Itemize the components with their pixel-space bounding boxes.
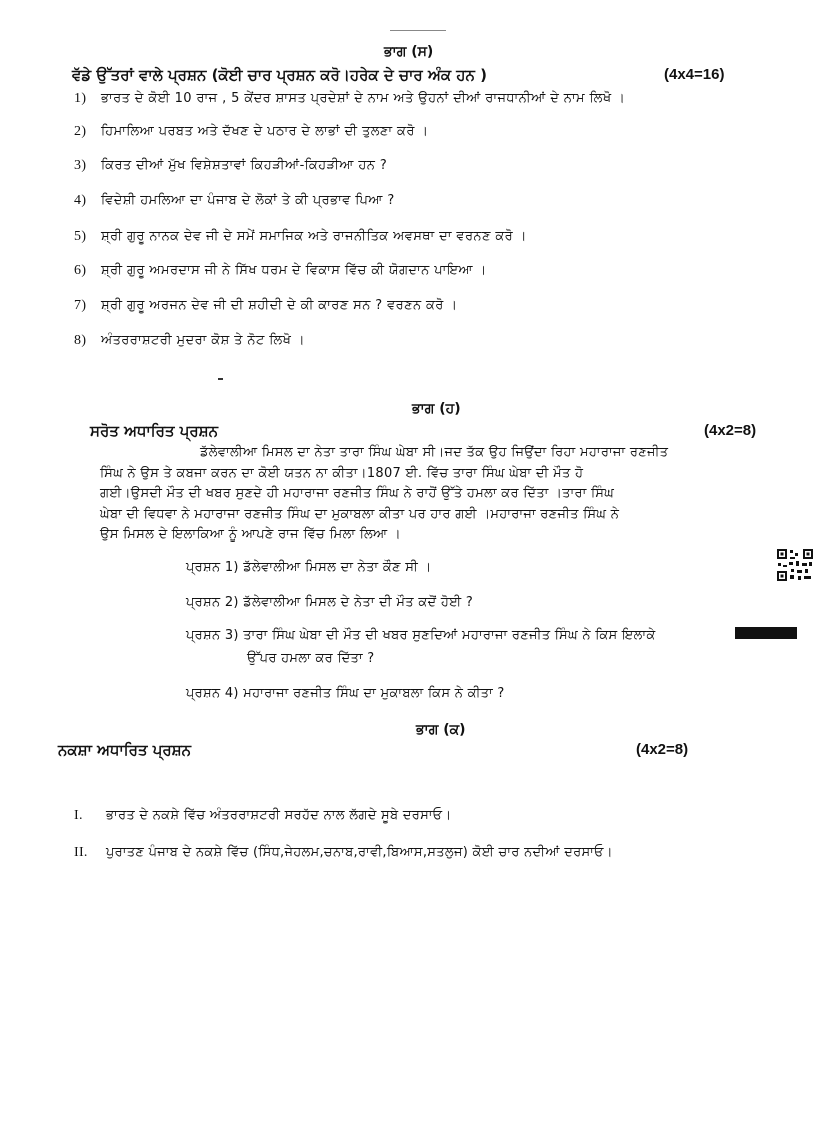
section-c-marks: (4x4=16) <box>664 66 725 83</box>
question-item: 5) ਸ਼੍ਰੀ ਗੁਰੂ ਨਾਨਕ ਦੇਵ ਜੀ ਦੇ ਸਮੇਂ ਸਮਾਜਿਕ ਅਤੇ ਰਾਜਨੀਤਿਕ ਅਵਸਥਾ ਦਾ ਵਰਨਣ ਕਰੋ । <box>74 229 527 244</box>
question-item: 1) ਭਾਰਤ ਦੇ ਕੋਈ 10 ਰਾਜ , 5 ਕੇਂਦਰ ਸ਼ਾਸਤ ਪ੍ਰਦੇਸ਼ਾਂ ਦੇ ਨਾਮ ਅਤੇ ਉਹਨਾਂ ਦੀਆਂ ਰਾਜਧਾਨੀਆਂ ਦੇ ਨਾਮ ਲਿਖੋ । <box>74 91 626 106</box>
section-d-title: ਭਾਗ (ਹ) <box>412 401 461 417</box>
stray-mark <box>218 378 223 380</box>
passage-line: ਡੱਲੇਵਾਲੀਆ ਮਿਸਲ ਦਾ ਨੇਤਾ ਤਾਰਾ ਸਿੰਘ ਘੇਬਾ ਸੀ।ਜਦ ਤੱਕ ਉਹ ਜਿਉਂਦਾ ਰਿਹਾ ਮਹਾਰਾਜਾ ਰਣਜੀਤ <box>200 445 669 460</box>
qr-code-icon <box>776 548 814 582</box>
question-item: 6) ਸ਼੍ਰੀ ਗੁਰੂ ਅਮਰਦਾਸ ਜੀ ਨੇ ਸਿੱਖ ਧਰਮ ਦੇ ਵਿਕਾਸ ਵਿੱਚ ਕੀ ਯੋਗਦਾਨ ਪਾਇਆ । <box>74 263 487 278</box>
section-d-heading: ਸਰੋਤ ਅਧਾਰਿਤ ਪ੍ਰਸ਼ਨ <box>90 422 219 440</box>
source-question: ਪ੍ਰਸ਼ਨ 1) ਡੱਲੇਵਾਲੀਆ ਮਿਸਲ ਦਾ ਨੇਤਾ ਕੌਣ ਸੀ । <box>186 560 432 575</box>
passage-line: ਗਈ।ਉਸਦੀ ਮੌਤ ਦੀ ਖਬਰ ਸੁਣਦੇ ਹੀ ਮਹਾਰਾਜਾ ਰਣਜੀਤ ਸਿੰਘ ਨੇ ਰਾਹੋਂ ਉੱਤੇ ਹਮਲਾ ਕਰ ਦਿੱਤਾ ।ਤਾਰਾ ਸਿੰਘ <box>100 486 615 502</box>
section-c-heading: ਵੱਡੇ ਉੱਤਰਾਂ ਵਾਲੇ ਪ੍ਰਸ਼ਨ (ਕੋਈ ਚਾਰ ਪ੍ਰਸ਼ਨ ਕਰੋ।ਹਰੇਕ ਦੇ ਚਾਰ ਅੰਕ ਹਨ ) <box>72 66 487 84</box>
question-item: 8) ਅੰਤਰਰਾਸ਼ਟਰੀ ਮੁਦਰਾ ਕੋਸ਼ ਤੇ ਨੋਟ ਲਿਖੋ । <box>74 333 305 348</box>
source-question-continued: ਉੱਪਰ ਹਮਲਾ ਕਰ ਦਿੱਤਾ ? <box>247 651 375 666</box>
question-item: 3) ਕਿਰਤ ਦੀਆਂ ਮੁੱਖ ਵਿਸ਼ੇਸ਼ਤਾਵਾਂ ਕਿਹੜੀਆਂ-ਕਿਹੜੀਆ ਹਨ ? <box>74 158 388 173</box>
map-question-item: I. ਭਾਰਤ ਦੇ ਨਕਸ਼ੇ ਵਿੱਚ ਅੰਤਰਰਾਸ਼ਟਰੀ ਸਰਹੱਦ ਨਾਲ ਲੱਗਦੇ ਸੂਬੇ ਦਰਸਾਓ। <box>74 808 452 823</box>
redaction-bar <box>735 627 797 639</box>
source-question: ਪ੍ਰਸ਼ਨ 4) ਮਹਾਰਾਜਾ ਰਣਜੀਤ ਸਿੰਘ ਦਾ ਮੁਕਾਬਲਾ ਕਿਸ ਨੇ ਕੀਤਾ ? <box>186 686 505 701</box>
source-passage <box>100 443 772 546</box>
question-item: 4) ਵਿਦੇਸ਼ੀ ਹਮਲਿਆ ਦਾ ਪੰਜਾਬ ਦੇ ਲੋਕਾਂ ਤੇ ਕੀ ਪ੍ਰਭਾਵ ਪਿਆ ? <box>74 193 395 208</box>
top-rule <box>390 30 446 31</box>
passage-line: ਉਸ ਮਿਸਲ ਦੇ ਇਲਾਕਿਆ ਨੂੰ ਆਪਣੇ ਰਾਜ ਵਿੱਚ ਮਿਲਾ ਲਿਆ । <box>100 527 401 543</box>
passage-line: ਸਿੰਘ ਨੇ ਉਸ ਤੇ ਕਬਜਾ ਕਰਨ ਦਾ ਕੋਈ ਯਤਨ ਨਾ ਕੀਤਾ।1807 ਈ. ਵਿੱਚ ਤਾਰਾ ਸਿੰਘ ਘੇਬਾ ਦੀ ਮੌਤ ਹੋ <box>100 465 584 481</box>
passage-line: ਘੇਬਾ ਦੀ ਵਿਧਵਾ ਨੇ ਮਹਾਰਾਜਾ ਰਣਜੀਤ ਸਿੰਘ ਦਾ ਮੁਕਾਬਲਾ ਕੀਤਾ ਪਰ ਹਾਰ ਗਈ ।ਮਹਾਰਾਜਾ ਰਣਜੀਤ ਸਿੰਘ ਨੇ <box>100 506 620 522</box>
section-e-marks: (4x2=8) <box>636 741 689 758</box>
section-c-title: ਭਾਗ (ਸ) <box>384 44 434 60</box>
question-item: 2) ਹਿਮਾਲਿਆ ਪਰਬਤ ਅਤੇ ਦੱਖਣ ਦੇ ਪਠਾਰ ਦੇ ਲਾਭਾਂ ਦੀ ਤੁਲਣਾ ਕਰੋ । <box>74 124 429 139</box>
map-question-item: II. ਪੁਰਾਤਣ ਪੰਜਾਬ ਦੇ ਨਕਸ਼ੇ ਵਿੱਚ (ਸਿੰਧ,ਜੇਹਲਮ,ਚਨਾਬ,ਰਾਵੀ,ਬਿਆਸ,ਸਤਲੁਜ) ਕੋਈ ਚਾਰ ਨਦੀਆਂ ਦਰਸਾਓ। <box>74 845 613 860</box>
section-d-marks: (4x2=8) <box>704 422 757 439</box>
section-e-title: ਭਾਗ (ਕ) <box>416 722 466 738</box>
source-question: ਪ੍ਰਸ਼ਨ 3) ਤਾਰਾ ਸਿੰਘ ਘੇਬਾ ਦੀ ਮੌਤ ਦੀ ਖਬਰ ਸੁਣਦਿਆਂ ਮਹਾਰਾਜਾ ਰਣਜੀਤ ਸਿੰਘ ਨੇ ਕਿਸ ਇਲਾਕੇ <box>186 628 656 643</box>
section-e-heading: ਨਕਸ਼ਾ ਅਧਾਰਿਤ ਪ੍ਰਸ਼ਨ <box>58 741 192 759</box>
question-item: 7) ਸ਼੍ਰੀ ਗੁਰੂ ਅਰਜਨ ਦੇਵ ਜੀ ਦੀ ਸ਼ਹੀਦੀ ਦੇ ਕੀ ਕਾਰਣ ਸਨ ? ਵਰਣਨ ਕਰੋ । <box>74 298 458 313</box>
source-question: ਪ੍ਰਸ਼ਨ 2) ਡੱਲੇਵਾਲੀਆ ਮਿਸਲ ਦੇ ਨੇਤਾ ਦੀ ਮੌਤ ਕਦੋਂ ਹੋਈ ? <box>186 595 474 610</box>
